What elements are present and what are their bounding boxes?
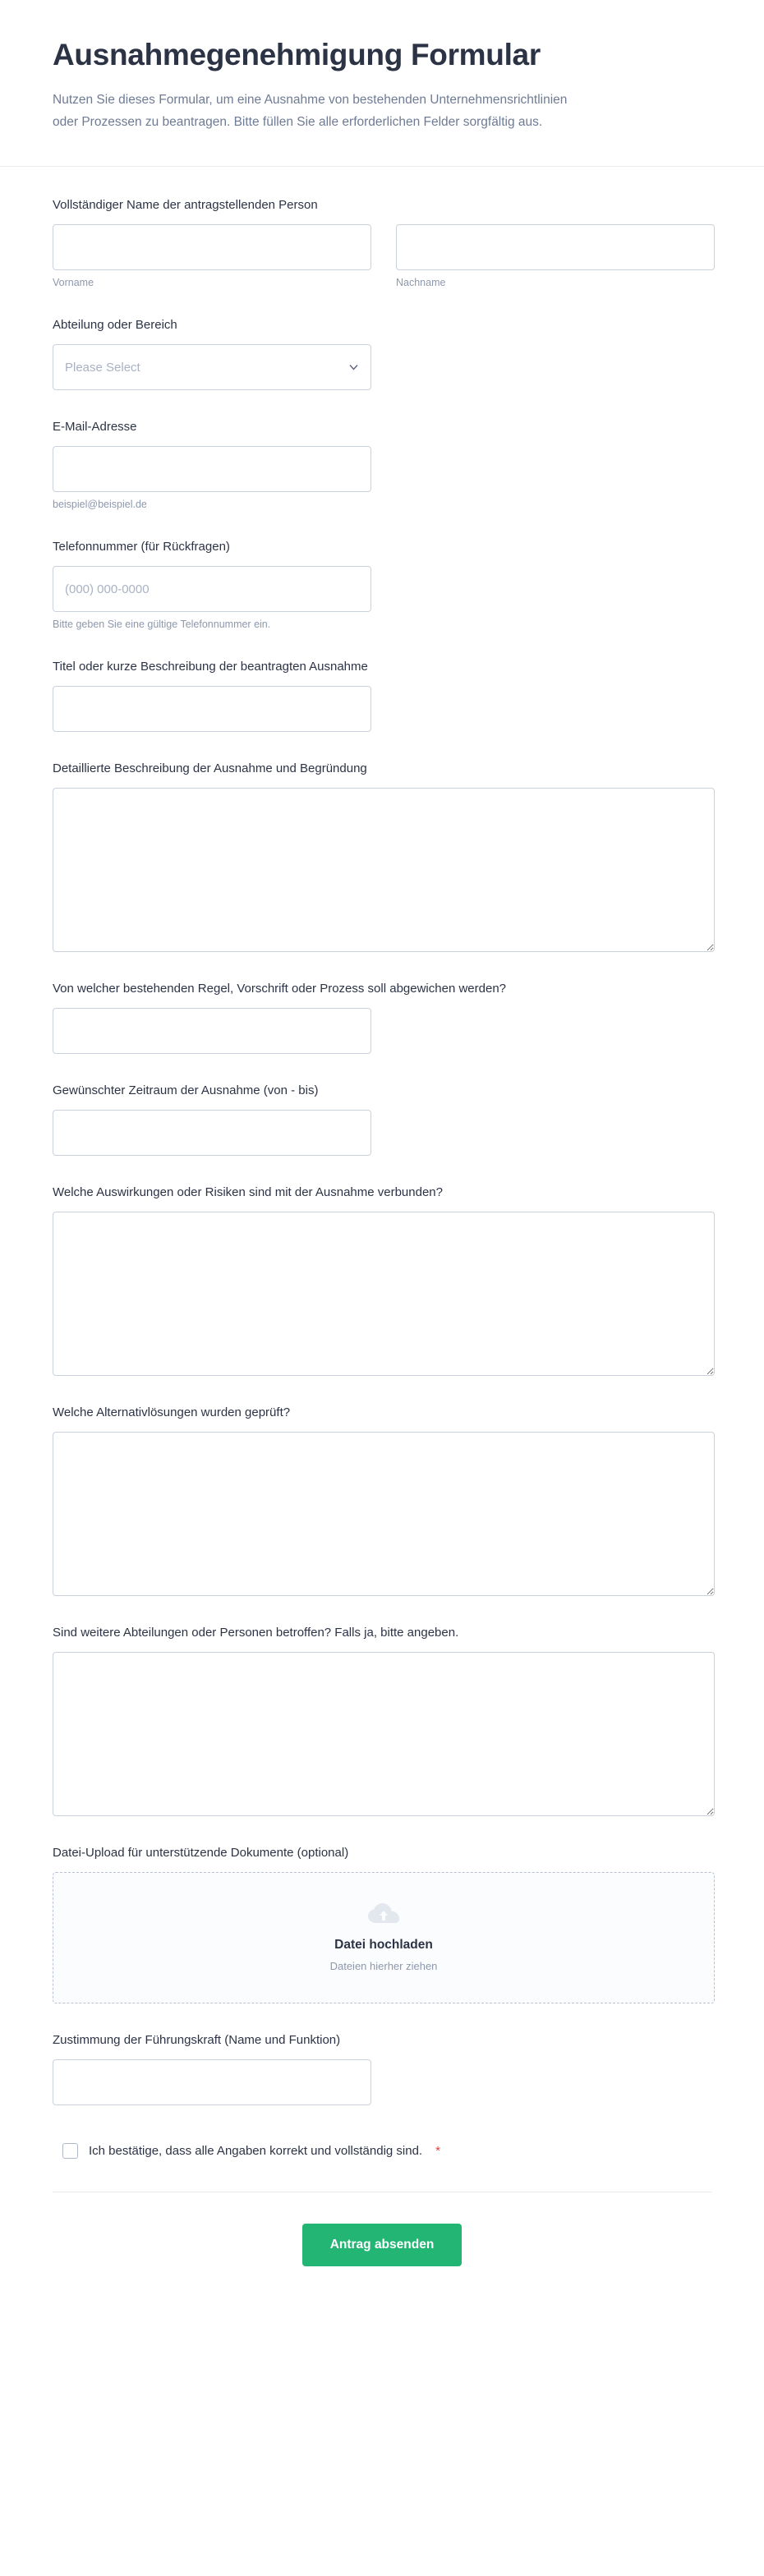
field-exception-title [53,658,711,732]
field-email [53,418,711,510]
field-label-alternatives: Welche Alternativlösungen wurden geprüft? [53,1405,291,1420]
name-row [53,224,711,288]
first-name-sublabel: Vorname [53,277,94,289]
manager-approval-input[interactable] [53,2059,371,2105]
department-select-wrap [53,344,371,390]
affected-parties-textarea[interactable] [53,1652,715,1816]
form-body [0,167,764,2159]
last-name-group [396,224,715,288]
field-label-email: E-Mail-Adresse [53,420,137,435]
page-title: Ausnahmegenehmigung Formular [53,38,541,71]
email-sublabel: beispiel@beispiel.de [53,499,147,511]
confirmation-row[interactable] [53,2143,711,2159]
last-name-sublabel: Nachname [396,277,446,289]
alternatives-textarea[interactable] [53,1432,715,1596]
field-label-timeframe: Gewünschter Zeitraum der Ausnahme (von - bis) [53,1083,319,1098]
deviation-rule-input[interactable] [53,1008,371,1054]
phone-field[interactable] [53,566,371,612]
field-phone [53,538,711,630]
first-name-group [53,224,371,288]
field-timeframe [53,1082,711,1156]
page-subtitle: Nutzen Sie dieses Formular, um eine Ausnahme von bestehenden Unternehmensrichtlinien oder Prozessen zu beantragen. Bitte füllen Sie alle erforderlichen Felder sorgfältig aus. [53,93,568,130]
confirmation-checkbox[interactable] [62,2143,78,2159]
confirmation-required-mark: * [435,2144,440,2159]
field-impacts-risks [53,1184,711,1376]
field-label-impacts-risks: Welche Auswirkungen oder Risiken sind mit der Ausnahme verbunden? [53,1185,443,1200]
confirmation-label: Ich bestätige, dass alle Angaben korrekt und vollständig sind. [89,2144,423,2159]
field-label-full-name: Vollständiger Name der antragstellenden Person [53,198,318,213]
email-field[interactable] [53,446,371,492]
file-upload-hint: Dateien hierher ziehen [329,1960,438,1973]
field-label-affected-parties: Sind weitere Abteilungen oder Personen betroffen? Falls ja, bitte angeben. [53,1626,459,1640]
submit-button[interactable]: Antrag absenden [302,2224,463,2266]
field-deviation-rule [53,980,711,1054]
cloud-upload-icon [368,1903,399,1926]
field-detailed-description [53,760,711,952]
file-upload-title: Datei hochladen [334,1938,433,1953]
detailed-description-textarea[interactable] [53,788,715,952]
field-department [53,316,711,390]
field-file-upload [53,1844,711,2003]
field-label-file-upload: Datei-Upload für unterstützende Dokumente (optional) [53,1846,349,1861]
timeframe-input[interactable] [53,1110,371,1156]
department-select[interactable] [53,344,371,390]
field-label-department: Abteilung oder Bereich [53,318,177,333]
field-label-exception-title: Titel oder kurze Beschreibung der beantragten Ausnahme [53,660,368,674]
impacts-risks-textarea[interactable] [53,1212,715,1376]
field-label-detailed-description: Detaillierte Beschreibung der Ausnahme und Begründung [53,761,367,776]
field-label-deviation-rule: Von welcher bestehenden Regel, Vorschrift oder Prozess soll abgewichen werden? [53,982,506,996]
field-label-phone: Telefonnummer (für Rückfragen) [53,540,230,554]
file-upload-dropzone[interactable] [53,1872,715,2003]
field-affected-parties [53,1624,711,1816]
form-footer [53,2192,711,2302]
form-header [0,0,764,167]
field-alternatives [53,1404,711,1596]
field-label-manager-approval: Zustimmung der Führungskraft (Name und Funktion) [53,2033,341,2048]
field-full-name [53,196,711,288]
field-manager-approval [53,2031,711,2105]
first-name-input[interactable] [53,224,371,270]
phone-sublabel: Bitte geben Sie eine gültige Telefonnummer ein. [53,619,271,631]
exception-title-input[interactable] [53,686,371,732]
last-name-input[interactable] [396,224,715,270]
